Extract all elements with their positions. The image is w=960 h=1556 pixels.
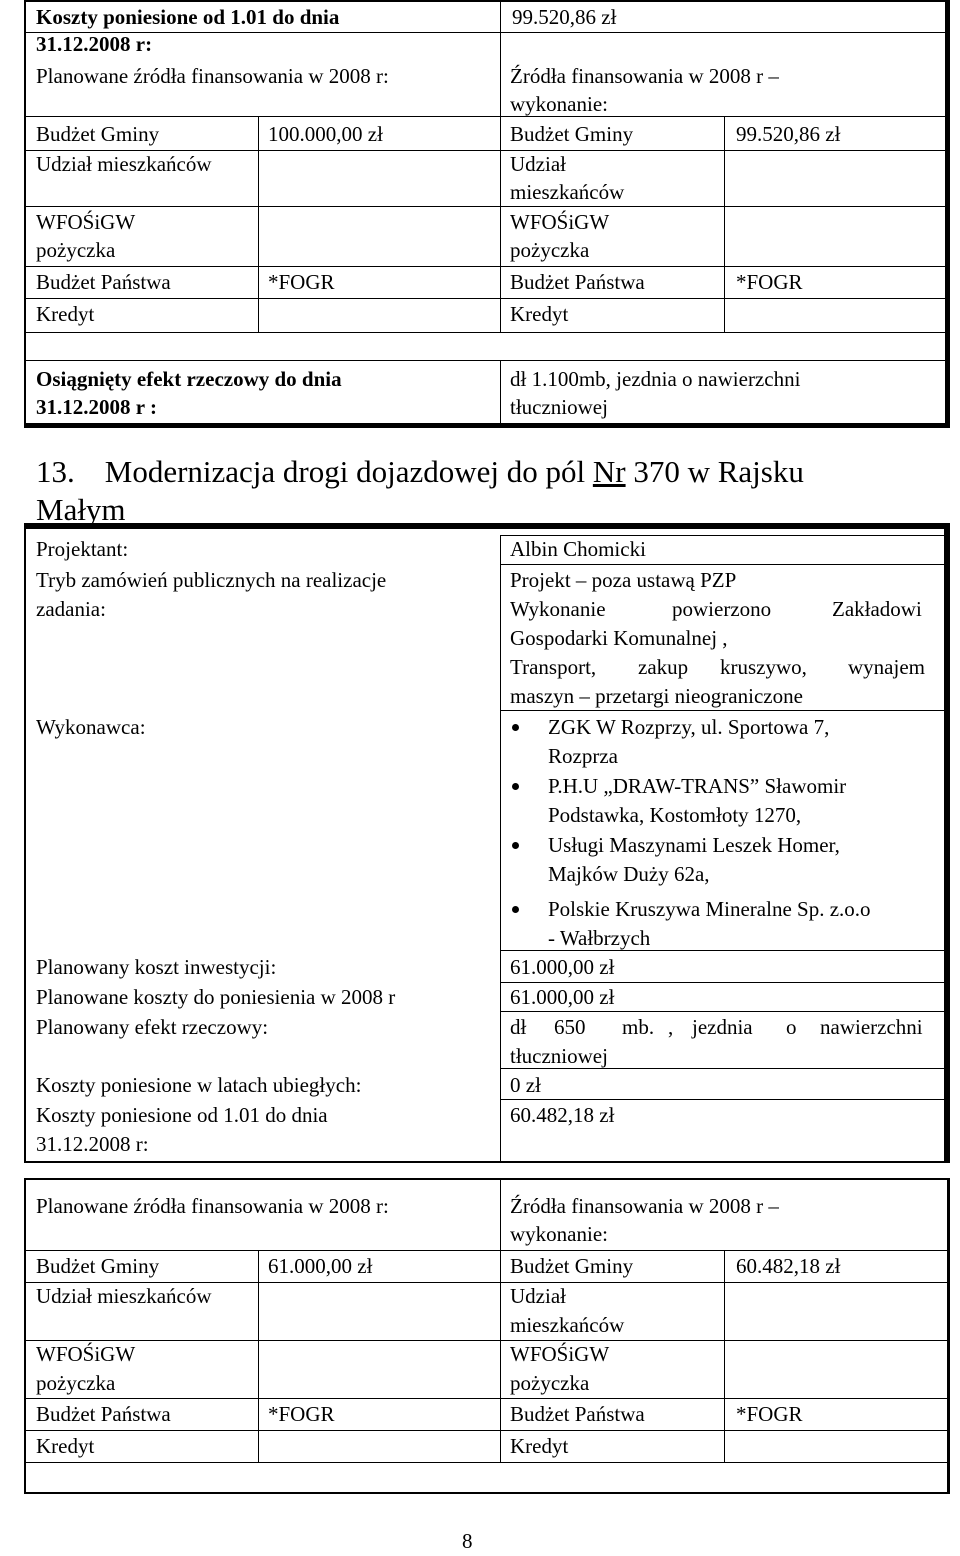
bullet-icon	[512, 783, 519, 790]
tryb-value: Zakładowi	[832, 597, 922, 621]
actual-sources-header: wykonanie:	[510, 92, 608, 116]
budzet-panstwa-label: Budżet Państwa	[510, 1402, 645, 1426]
bullet-icon	[512, 724, 519, 731]
efekt-value: tłuczniowej	[510, 1044, 608, 1068]
table-line	[24, 116, 950, 117]
budzet-panstwa-label: Budżet Państwa	[36, 270, 171, 294]
projektant-label: Projektant:	[36, 537, 129, 561]
table-line	[24, 332, 950, 333]
tryb-value: zakup	[638, 655, 689, 679]
table-line	[24, 1398, 950, 1399]
koszt-inwestycji-value: 61.000,00 zł	[510, 955, 615, 979]
kredyt-label: Kredyt	[36, 302, 95, 326]
tryb-value: maszyn – przetargi nieograniczone	[510, 684, 803, 708]
budzet-gminy-plan: 100.000,00 zł	[268, 122, 383, 146]
kredyt-label: Kredyt	[36, 1434, 95, 1458]
table-line	[24, 1340, 950, 1341]
od-value: 60.482,18 zł	[510, 1103, 615, 1127]
udzial-label: Udział mieszkańców	[36, 152, 212, 176]
efekt-value: nawierzchni	[820, 1015, 923, 1039]
ubiegle-value: 0 zł	[510, 1073, 541, 1097]
table-line	[258, 116, 259, 332]
table-line	[500, 535, 501, 1161]
efekt-value: dł	[510, 1015, 527, 1039]
contractor-item: Usługi Maszynami Leszek Homer,	[548, 833, 840, 857]
section-number: 13.	[36, 454, 75, 489]
udzial-label: Udział	[510, 1284, 566, 1308]
pozyczka-label: pożyczka	[510, 1371, 590, 1395]
tryb-value: Projekt – poza ustawą PZP	[510, 568, 737, 592]
ubiegle-label: Koszty poniesione w latach ubiegłych:	[36, 1073, 362, 1097]
budzet-panstwa-label: Budżet Państwa	[36, 1402, 171, 1426]
page-number: 8	[462, 1529, 473, 1553]
fogr-label: *FOGR	[268, 1402, 335, 1426]
table-line	[24, 0, 950, 2]
table-line	[500, 0, 501, 116]
bottom-finance-table	[24, 1178, 950, 1494]
kredyt-label: Kredyt	[510, 1434, 569, 1458]
effect-value: tłuczniowej	[510, 395, 608, 419]
table-line	[724, 116, 725, 332]
kredyt-label: Kredyt	[510, 302, 569, 326]
table-line	[500, 1099, 948, 1100]
budzet-gminy-label: Budżet Gminy	[510, 1254, 634, 1278]
projektant-value: Albin Chomicki	[510, 537, 646, 561]
table-line	[24, 360, 950, 361]
efekt-label: Planowany efekt rzeczowy:	[36, 1015, 269, 1039]
efekt-value: jezdnia	[692, 1015, 753, 1039]
plan-sources-header: Planowane źródła finansowania w 2008 r:	[36, 1194, 389, 1218]
table-line	[24, 206, 950, 207]
section-title: 13. Modernizacja drogi dojazdowej do pól Nr 370 w Rajsku	[36, 454, 804, 489]
tryb-value: Gospodarki Komunalnej ,	[510, 626, 728, 650]
wfosigw-label: WFOŚiGW	[36, 1342, 136, 1366]
plan-sources-header: Planowane źródła finansowania w 2008 r:	[36, 64, 389, 88]
budzet-gminy-label: Budżet Gminy	[36, 122, 160, 146]
table-line	[724, 1250, 725, 1462]
tryb-value: Wykonanie	[510, 597, 606, 621]
efekt-value: mb.	[622, 1015, 655, 1039]
bullet-icon	[512, 842, 519, 849]
table-line	[500, 1178, 501, 1462]
table-line	[500, 116, 501, 332]
koszt-inwestycji-label: Planowany koszt inwestycji:	[36, 955, 277, 979]
wykonawca-label: Wykonawca:	[36, 715, 146, 739]
section-title: Małym	[36, 492, 126, 527]
budzet-gminy-plan: 61.000,00 zł	[268, 1254, 373, 1278]
table-line	[24, 1250, 950, 1251]
contractor-item: Podstawka, Kostomłoty 1270,	[548, 803, 802, 827]
table-line	[24, 1430, 950, 1431]
contractor-item: Polskie Kruszywa Mineralne Sp. z.o.o	[548, 897, 871, 921]
actual-sources-header: wykonanie:	[510, 1222, 608, 1246]
fogr-label: *FOGR	[268, 270, 335, 294]
tryb-label: zadania:	[36, 597, 106, 621]
od-label: 31.12.2008 r:	[36, 1132, 149, 1156]
budzet-gminy-actual: 99.520,86 zł	[736, 122, 841, 146]
table-line	[500, 360, 501, 426]
tryb-label: Tryb zamówień publicznych na realizacje	[36, 568, 387, 592]
actual-sources-header: Źródła finansowania w 2008 r –	[510, 64, 779, 88]
budzet-panstwa-label: Budżet Państwa	[510, 270, 645, 294]
tryb-value: kruszywo,	[720, 655, 807, 679]
contractor-item: ZGK W Rozprzy, ul. Sportowa 7,	[548, 715, 830, 739]
fogr-label: *FOGR	[736, 1402, 803, 1426]
efekt-value: 650	[554, 1015, 586, 1039]
costs-label: 31.12.2008 r:	[36, 32, 153, 56]
efekt-value: o	[786, 1015, 797, 1039]
table-line	[24, 298, 950, 299]
wfosigw-label: WFOŚiGW	[36, 210, 136, 234]
efekt-value: ,	[668, 1015, 674, 1039]
fogr-label: *FOGR	[736, 270, 803, 294]
pozyczka-label: pożyczka	[36, 1371, 116, 1395]
budzet-gminy-actual: 60.482,18 zł	[736, 1254, 841, 1278]
koszty-plan-label: Planowane koszty do poniesienia w 2008 r	[36, 985, 396, 1009]
contractor-item: - Wałbrzych	[548, 926, 651, 950]
budzet-gminy-label: Budżet Gminy	[36, 1254, 160, 1278]
udzial-label: mieszkańców	[510, 180, 625, 204]
costs-label: Koszty poniesione od 1.01 do dnia	[36, 5, 340, 29]
udzial-label: Udział mieszkańców	[36, 1284, 212, 1308]
table-line	[24, 1462, 950, 1463]
tryb-value: Transport,	[510, 655, 597, 679]
actual-sources-header: Źródła finansowania w 2008 r –	[510, 1194, 779, 1218]
table-line	[24, 32, 950, 33]
table-line	[24, 266, 950, 267]
effect-value: dł 1.100mb, jezdnia o nawierzchni	[510, 367, 801, 391]
contractor-item: P.H.U „DRAW-TRANS” Sławomir	[548, 774, 847, 798]
costs-value: 99.520,86 zł	[512, 5, 617, 29]
effect-label: 31.12.2008 r :	[36, 395, 157, 419]
udzial-label: Udział	[510, 152, 566, 176]
contractor-item: Rozprza	[548, 744, 618, 768]
bullet-icon	[512, 906, 519, 913]
table-line	[500, 564, 948, 565]
effect-label: Osiągnięty efekt rzeczowy do dnia	[36, 367, 342, 391]
tryb-value: wynajem	[848, 655, 925, 679]
tryb-value: powierzono	[672, 597, 772, 621]
pozyczka-label: pożyczka	[510, 238, 590, 262]
budzet-gminy-label: Budżet Gminy	[510, 122, 634, 146]
contractor-item: Majków Duży 62a,	[548, 862, 710, 886]
od-label: Koszty poniesione od 1.01 do dnia	[36, 1103, 328, 1127]
wfosigw-label: WFOŚiGW	[510, 210, 610, 234]
wfosigw-label: WFOŚiGW	[510, 1342, 610, 1366]
koszty-plan-value: 61.000,00 zł	[510, 985, 615, 1009]
pozyczka-label: pożyczka	[36, 238, 116, 262]
udzial-label: mieszkańców	[510, 1313, 625, 1337]
table-line	[258, 1250, 259, 1462]
